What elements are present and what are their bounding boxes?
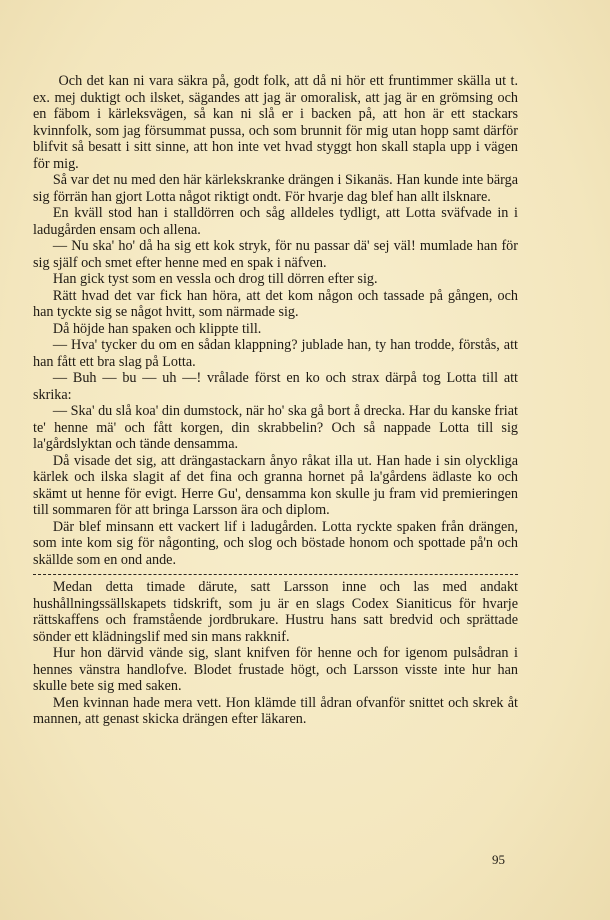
paragraph: Då höjde han spaken och klippte till. xyxy=(52,320,262,337)
paragraph: Medan detta timade därute, satt Larsson inne och las med andakt hushållningssällskapets tidskrift, som ju är en slags Codex Sianiticus för hvarje rättskaffens och framstående jordbrukare. Hustru hans satt bredvid och sprättade sönder ett klädningslif med sin mans rakknif. xyxy=(33,579,518,645)
paragraph: — Nu ska' ho' då ha sig ett kok stryk, för nu passar dä' sej väl! mumlade han för sig själf och smet efter henne med en spak i näfven. xyxy=(33,238,518,271)
paragraph: Så var det nu med den här kärlekskranke drängen i Sikanäs. Han kunde inte bärga sig förrän han gjort Lotta något riktigt ondt. För hvarje dag blef han allt ilsknare. xyxy=(33,172,518,205)
paragraph: Rätt hvad det var fick han höra, att det kom någon och tassade på gången, och han tyckte sig se något hvitt, som närmade sig. xyxy=(33,287,518,320)
paragraph: — Buh — bu — uh —! vrålade först en ko och strax därpå tog Lotta till att skrika: xyxy=(33,370,518,403)
page-text xyxy=(33,73,518,728)
paragraph: Hur hon därvid vände sig, slant knifven för henne och for igenom pulsådran i hennes vänstra handlofve. Blodet frustade högt, och Larsson visste inte hur han skulle bete sig med saken. xyxy=(33,645,518,694)
paragraph: Han gick tyst som en vessla och drog till dörren efter sig. xyxy=(52,271,378,287)
paragraph: — Hva' tycker du om en sådan klappning? jublade han, ty han trodde, förstås, att han fått ett bra slag på Lotta. xyxy=(33,337,518,370)
paragraph: Men kvinnan hade mera vett. Hon klämde till ådran ofvanför snittet och skrek åt mannen, att genast skicka drängen efter läkaren. xyxy=(33,694,518,727)
paragraph: Då visade det sig, att drängastackarn ånyo råkat illa ut. Han hade i sin olyckliga kärlek och ilska slagit af det fina och granna hornet på la'gårdens ädlaste ko och skämt ut henne för evigt. Herre Gu', densamma kon skulle ju fram vid premieringen till sommaren för att bringa Larsson ära och diplom. xyxy=(33,452,518,518)
paragraph: — Ska' du slå koa' din dumstock, när ho' ska gå bort å drecka. Har du kanske friat te' henne mä' och fått korgen, din skrabbelin? Och så nappade Lotta till sig la'gårdslyktan och tände densamma. xyxy=(33,403,518,452)
paragraph: En kväll stod han i stalldörren och såg alldeles tydligt, att Lotta sväfvade in i ladugården ensam och allena. xyxy=(33,205,518,238)
section-divider xyxy=(33,574,518,575)
paragraph: Och det kan ni vara säkra på, godt folk, att då ni hör ett fruntimmer skälla ut t. ex. mej duktigt och ilsket, sägandes att jag är omoralisk, att jag är en grömsing och en fäbom i kärleksvägen, så kan ni slå er i backen på, att hon är ett stackars kvinnfolk, som jag försummat pussa, och som brunnit för mig utan hopp samt därför blifvit så besatt i sitt sinne, att hon inte vet hvad styggt hon skall stapla upp i vägen för mig. xyxy=(33,73,518,172)
paragraph: Där blef minsann ett vackert lif i ladugården. Lotta ryckte spaken från drängen, som inte kom sig för någonting, och slog och böstade honom och spottade på'n och skällde som en ond ande. xyxy=(33,518,518,568)
page-number: 95 xyxy=(492,852,505,867)
